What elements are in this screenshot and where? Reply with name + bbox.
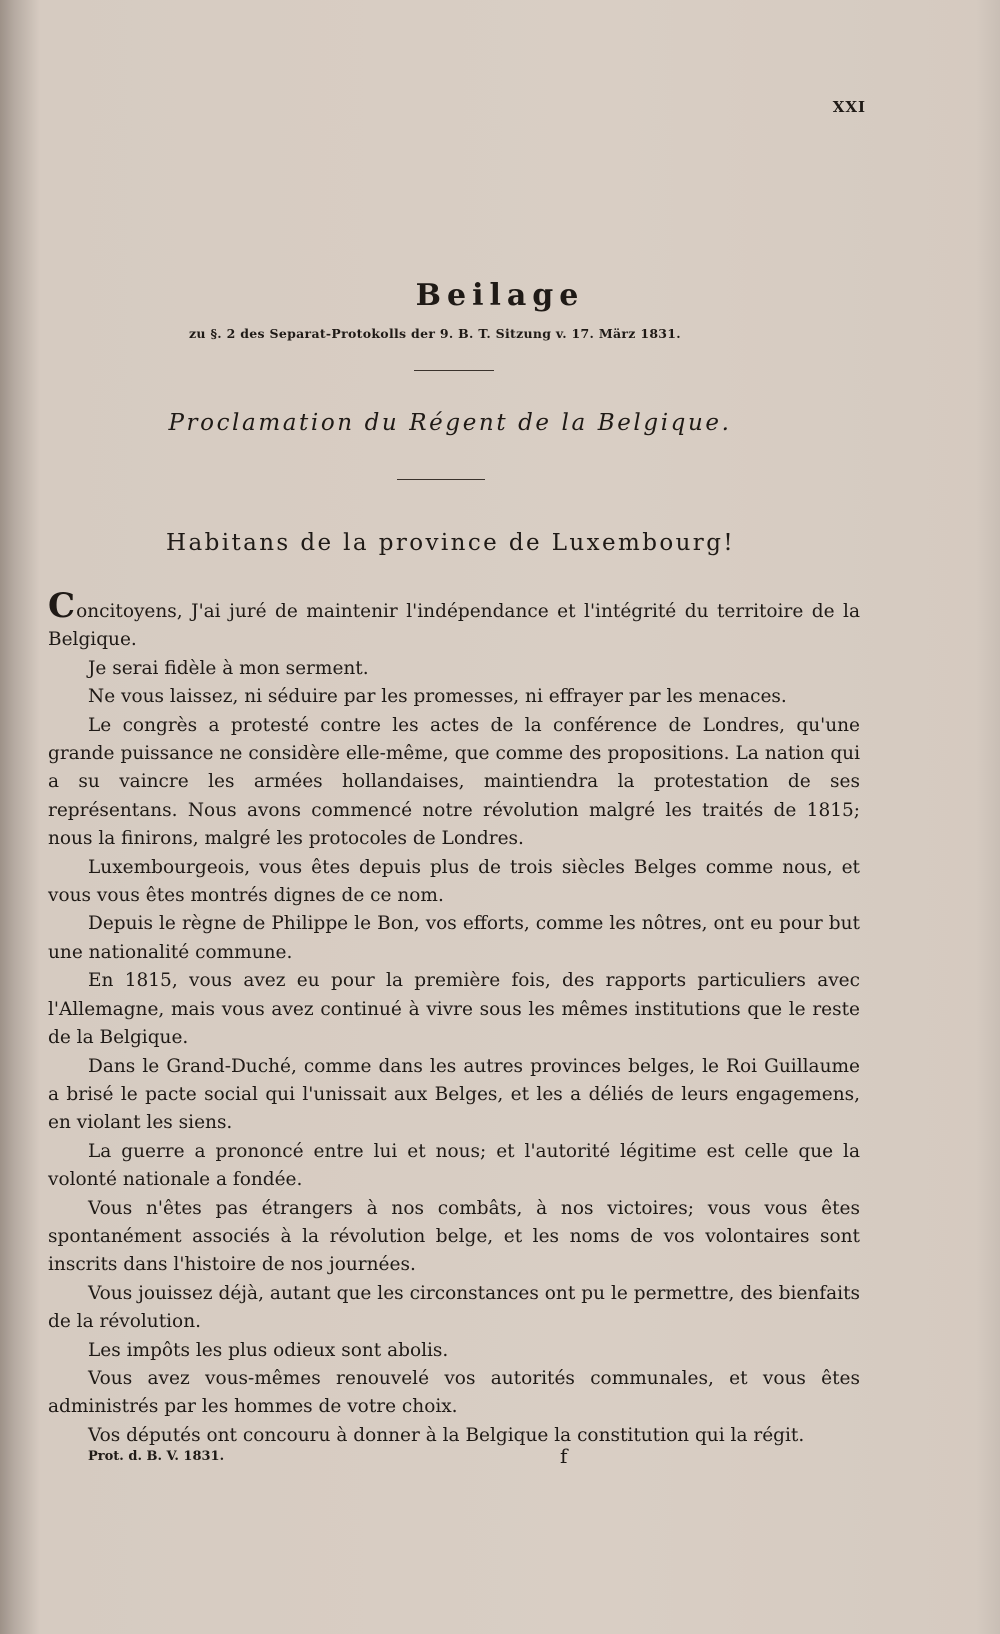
page-number: XXI (832, 98, 866, 116)
paragraph: Vos députés ont concouru à donner à la Belgique la constitution qui la régit. (88, 1424, 805, 1446)
beilage-title: Beilage (415, 278, 585, 313)
paragraph: Je serai fidèle à mon serment. (88, 657, 369, 679)
paragraph: Vous avez vous-mêmes renouvelé vos autorités communales, et vous êtes administrés par les hommes de votre choix. (48, 1367, 860, 1418)
beilage-subtitle: zu §. 2 des Separat-Protokolls der 9. B. T. Sitzung v. 17. März 1831. (189, 326, 681, 341)
paragraph (48, 586, 860, 655)
paragraph: La guerre a prononcé entre lui et nous; et l'autorité légitime est celle que la volonté nationale a fondée. (48, 1140, 860, 1191)
paragraph-text: oncitoyens, J'ai juré de maintenir l'indépendance et l'intégrité du territoire de la Belgique. (48, 601, 860, 651)
paragraph: Depuis le règne de Philippe le Bon, vos efforts, comme les nôtres, ont eu pour but une nationalité commune. (48, 913, 860, 963)
address-line: Habitans de la province de Luxembourg! (166, 530, 735, 556)
divider-rule (397, 479, 485, 480)
drop-cap: C (48, 586, 76, 626)
paragraph: Luxembourgeois, vous êtes depuis plus de trois siècles Belges comme nous, et vous vous êtes montrés dignes de ce nom. (48, 856, 860, 907)
proclamation-body (48, 586, 860, 1450)
signature-mark: f (560, 1444, 568, 1468)
paragraph: Vous n'êtes pas étrangers à nos combâts, à nos victoires; vous vous êtes spontanément associés à la révolution belge, et les noms de vos volontaires sont inscrits dans l'histoire de nos journées. (48, 1197, 860, 1276)
proclamation-title: Proclamation du Régent de la Belgique. (168, 410, 732, 436)
divider-rule (414, 370, 494, 371)
signature-line: Prot. d. B. V. 1831. (88, 1449, 225, 1464)
paragraph: Le congrès a protesté contre les actes de la conférence de Londres, qu'une grande puissance ne considère elle-même, que comme des propositions. La nation qui a su vaincre les armées hollandaises, maintiendra la protestation de ses représentans. Nous avons commencé notre révolution malgré les traités de 1815; nous la finirons, malgré les protocoles de Londres. (48, 714, 860, 850)
paragraph: Vous jouissez déjà, autant que les circonstances ont pu le permettre, des bienfaits de la révolution. (48, 1282, 860, 1333)
paragraph: En 1815, vous avez eu pour la première fois, des rapports particuliers avec l'Allemagne, mais vous avez continué à vivre sous les mêmes institutions que le reste de la Belgique. (48, 970, 860, 1049)
paragraph: Ne vous laissez, ni séduire par les promesses, ni effrayer par les menaces. (88, 686, 787, 708)
paragraph: Les impôts les plus odieux sont abolis. (88, 1339, 449, 1361)
paragraph: Dans le Grand-Duché, comme dans les autres provinces belges, le Roi Guillaume a brisé le pacte social qui l'unissait aux Belges, et les a déliés de leurs engagemens, en violant les siens. (48, 1055, 860, 1134)
